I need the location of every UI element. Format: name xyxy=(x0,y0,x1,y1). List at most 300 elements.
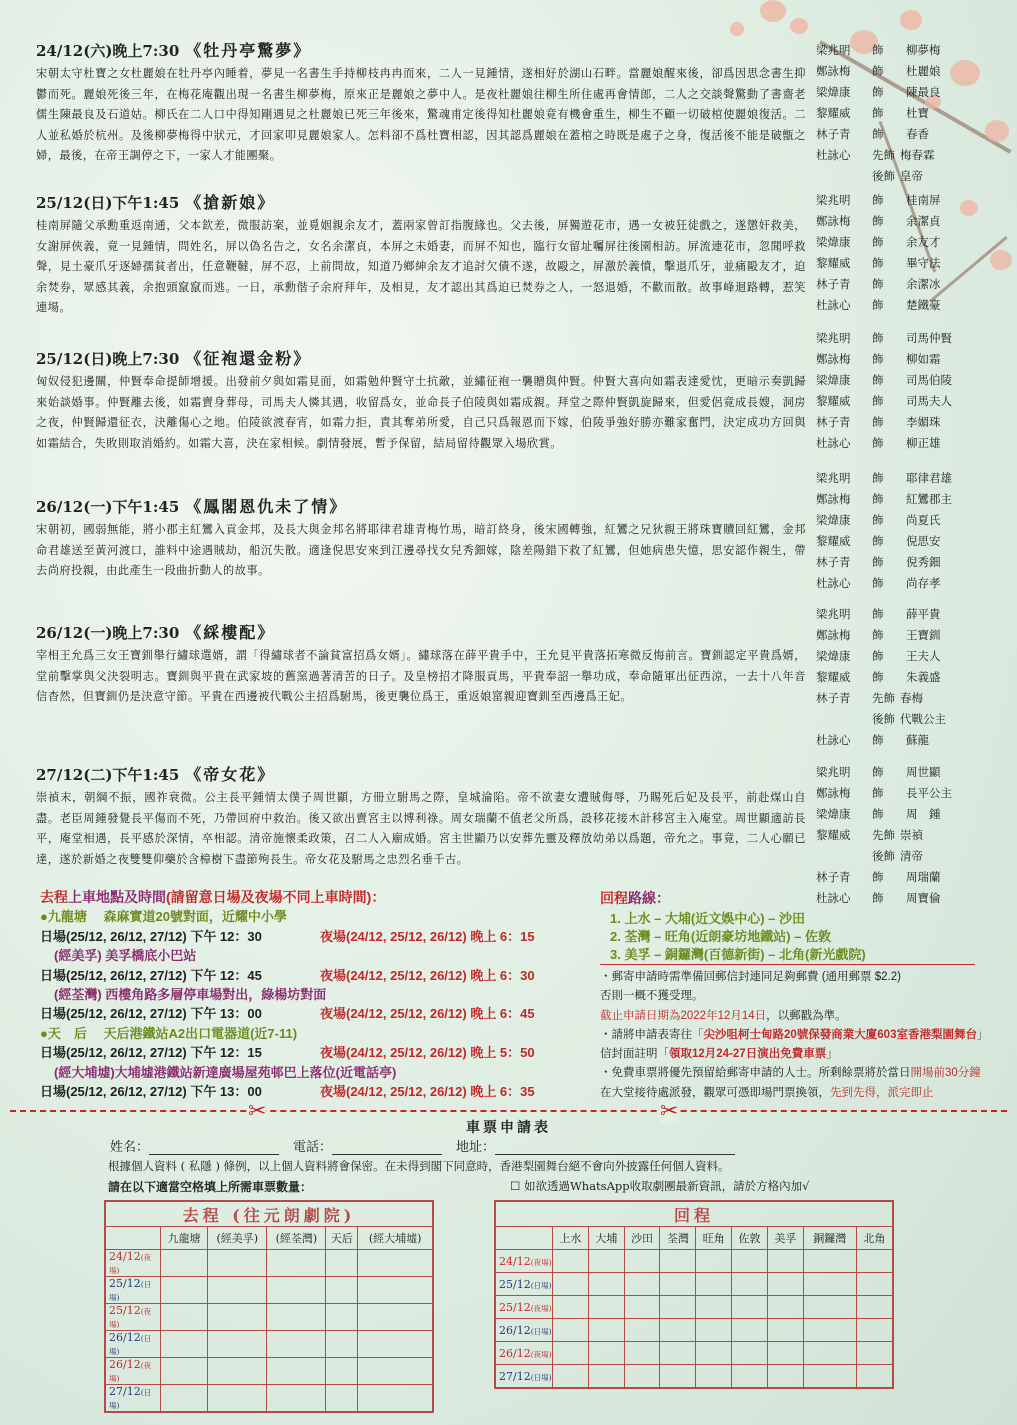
day-session-time: 日場(25/12, 26/12, 27/12) 下午 12：30 xyxy=(40,928,262,944)
night-session-time: 夜場(24/12, 25/12, 26/12) 晚上 5：50 xyxy=(320,1045,535,1061)
row-date-cell xyxy=(105,1277,161,1304)
quantity-cell[interactable] xyxy=(660,1342,696,1365)
quantity-cell[interactable] xyxy=(208,1250,267,1277)
cast-character: 王寶釧 xyxy=(906,628,941,642)
cast-actor: 梁煒康 xyxy=(816,513,851,527)
cast-row xyxy=(816,867,996,888)
performance-title: 《搶新娘》 xyxy=(185,193,276,212)
cast-row xyxy=(816,646,996,667)
performance-item xyxy=(36,762,806,870)
row-date: 25/12 xyxy=(499,1277,531,1291)
cast-actor: 梁兆明 xyxy=(816,193,851,207)
row-date-cell xyxy=(105,1385,161,1413)
table-row xyxy=(495,1319,893,1342)
cast-actor: 杜詠心 xyxy=(816,148,851,162)
row-session: (夜場) xyxy=(530,1303,552,1313)
pickup-times xyxy=(40,1082,600,1101)
cast-actor: 黎耀威 xyxy=(816,106,851,120)
performance-datetime: 25/12(日)下午1:45 xyxy=(36,194,180,212)
quantity-cell[interactable] xyxy=(588,1319,624,1342)
quantity-cell[interactable] xyxy=(732,1342,768,1365)
row-date: 24/12 xyxy=(109,1250,141,1263)
table-row xyxy=(495,1342,893,1365)
row-session: (日場) xyxy=(109,1334,152,1356)
cut-line xyxy=(10,1110,1007,1112)
quantity-cell[interactable] xyxy=(767,1365,803,1389)
quantity-cell[interactable] xyxy=(803,1319,856,1342)
cast-row xyxy=(816,295,996,316)
first-come-note: 先到先得，派完即止 xyxy=(830,1086,934,1099)
row-date-cell xyxy=(495,1319,553,1342)
performance-synopsis: 桂南屏隨父承勳重返南通，父本欽差，微服訪案，並覓姻親余友才，蓋兩家曾訂指腹緣也。父去後，屏獨遊花市，遇一女被狂徒戲之，遂懲奸救美，女謝屏俠義，竟一見鍾情，問姓名，屏以偽名告之，女名余潔貞，本屏之未婚妻，而屏不知也，臨行女留址囑屏往後園相訪。屏流連花市，忽聞呼救聲，見土豪爪牙逐婦孺貧者出，任意鞭韃，屏不忍，上前問故，知道乃鄉紳余友才追討欠債不遂，故毆之，屏激於義憤，擊退爪牙，並痛毆友才，迫余焚券，眾感其義，余抱頭竄竄而逃。一日，承勳偕子余府拜年，及相見，友才認出其爲迫已焚券之人，一怒退婚，不歡而散。故事峰迴路轉，惹笑連場。 xyxy=(36,219,806,314)
cast-actor xyxy=(816,846,872,867)
column-header: 美孚 xyxy=(767,1227,803,1250)
quantity-cell[interactable] xyxy=(267,1277,326,1304)
cast-character: 倪思安 xyxy=(906,534,941,548)
performance-item xyxy=(36,620,806,708)
column-header: 沙田 xyxy=(624,1227,660,1250)
note-text: ・免費車票將優先預留給郵寄申請的人士。所剩餘票將於當日 xyxy=(600,1067,911,1080)
cast-character: 王夫人 xyxy=(906,649,941,663)
quantity-cell[interactable] xyxy=(553,1342,589,1365)
row-session: (夜場) xyxy=(530,1257,552,1267)
quantity-cell[interactable] xyxy=(326,1331,358,1358)
cast-actor: 鄭詠梅 xyxy=(816,214,851,228)
quantity-cell[interactable] xyxy=(803,1342,856,1365)
pickup-times xyxy=(40,927,600,946)
row-date-cell xyxy=(105,1358,161,1385)
cast-row xyxy=(816,232,996,253)
cast-character: 余潔貞 xyxy=(906,214,941,228)
cast-actor: 鄭詠梅 xyxy=(816,352,851,366)
quantity-cell[interactable] xyxy=(696,1296,732,1319)
envelope-label: 領取12月24-27日演出免費車票 xyxy=(669,1048,827,1061)
quantity-cell[interactable] xyxy=(803,1250,856,1273)
note-line xyxy=(600,1026,1000,1045)
cast-actor: 梁兆明 xyxy=(816,471,851,485)
outbound-heading-label: 去程 xyxy=(40,889,68,905)
pickup-group xyxy=(40,1063,600,1102)
pickup-via: (經荃灣) 西樓角路多層停車場對出，綠楊坊對面 xyxy=(54,987,327,1003)
cast-role-prefix: 飾 xyxy=(872,733,884,747)
quantity-cell[interactable] xyxy=(803,1365,856,1389)
cast-character: 司馬夫人 xyxy=(906,394,952,408)
cast-role-prefix: 飾 xyxy=(872,352,884,366)
address-label: 地址： xyxy=(456,1140,496,1155)
cast-row xyxy=(816,804,996,825)
cast-row xyxy=(816,349,996,370)
quantity-cell[interactable] xyxy=(624,1319,660,1342)
quantity-cell[interactable] xyxy=(767,1250,803,1273)
cast-role-prefix: 飾 xyxy=(872,394,884,408)
cast-row xyxy=(816,825,996,846)
cast-character: 柳正雄 xyxy=(906,436,941,450)
cast-character: 余友才 xyxy=(906,235,941,249)
quantity-cell[interactable] xyxy=(588,1365,624,1389)
cast-role-prefix: 先飾 xyxy=(872,828,895,842)
cast-role-prefix: 飾 xyxy=(872,807,884,821)
quantity-cell[interactable] xyxy=(267,1331,326,1358)
quantity-cell[interactable] xyxy=(660,1296,696,1319)
cast-row xyxy=(816,667,996,688)
cast-list xyxy=(816,328,996,454)
cast-role-prefix: 飾 xyxy=(872,331,884,345)
quantity-cell[interactable] xyxy=(161,1331,208,1358)
quantity-cell[interactable] xyxy=(326,1385,358,1413)
quantity-cell[interactable] xyxy=(358,1277,433,1304)
performance-title: 《牡丹亭驚夢》 xyxy=(185,41,312,60)
performance-datetime: 25/12(日)晚上7:30 xyxy=(36,350,180,368)
column-header: 天后 xyxy=(326,1227,358,1250)
cast-character: 清帝 xyxy=(900,849,923,863)
cast-actor: 梁煒康 xyxy=(816,85,851,99)
cast-role-prefix: 飾 xyxy=(872,534,884,548)
quantity-cell[interactable] xyxy=(358,1358,433,1385)
cast-row xyxy=(816,730,996,751)
quantity-cell[interactable] xyxy=(267,1304,326,1331)
column-header: 九龍塘 xyxy=(161,1227,208,1250)
quantity-cell[interactable] xyxy=(624,1273,660,1296)
pickup-group xyxy=(40,907,600,946)
cast-actor: 梁兆明 xyxy=(816,331,851,345)
cast-row xyxy=(816,274,996,295)
cast-role-prefix: 飾 xyxy=(872,43,884,57)
scissors-icon: ✂ xyxy=(660,1099,679,1124)
row-session: (日場) xyxy=(530,1280,552,1290)
cast-character: 司馬仲賢 xyxy=(906,331,952,345)
performance-item xyxy=(36,190,806,319)
phone-field[interactable] xyxy=(332,1140,442,1155)
row-session: (夜場) xyxy=(109,1253,152,1275)
row-date: 26/12 xyxy=(499,1323,531,1337)
whatsapp-checkbox[interactable]: ☐ 如欲透過WhatsApp收取劇團最新資訊，請於方格內加√ xyxy=(510,1179,810,1193)
row-date: 25/12 xyxy=(109,1277,141,1290)
quantity-cell[interactable] xyxy=(803,1296,856,1319)
pickup-times xyxy=(40,1043,600,1062)
cast-row xyxy=(816,82,996,103)
cast-role-prefix: 飾 xyxy=(872,277,884,291)
row-session: (日場) xyxy=(109,1388,152,1410)
quantity-cell[interactable] xyxy=(660,1273,696,1296)
cast-character: 余潔冰 xyxy=(906,277,941,291)
quantity-cell[interactable] xyxy=(767,1273,803,1296)
cast-row xyxy=(816,190,996,211)
cast-character: 桂南屏 xyxy=(906,193,941,207)
note-line xyxy=(600,1064,1000,1083)
quantity-cell[interactable] xyxy=(767,1296,803,1319)
quantity-cell[interactable] xyxy=(856,1319,893,1342)
cast-role-prefix: 飾 xyxy=(872,193,884,207)
cast-character: 崇禎 xyxy=(900,828,923,842)
cast-row xyxy=(816,531,996,552)
cast-character: 杜麗娘 xyxy=(906,64,941,78)
quantity-cell[interactable] xyxy=(208,1331,267,1358)
quantity-cell[interactable] xyxy=(358,1250,433,1277)
outbound-heading xyxy=(40,888,600,907)
row-date: 26/12 xyxy=(499,1346,531,1360)
note-text: 」 xyxy=(826,1048,838,1061)
cast-role-prefix: 飾 xyxy=(872,373,884,387)
cast-row xyxy=(816,783,996,804)
cast-row xyxy=(816,103,996,124)
header-blank-cell xyxy=(105,1227,161,1250)
cast-actor: 黎耀威 xyxy=(816,256,851,270)
cast-row xyxy=(816,391,996,412)
quantity-cell[interactable] xyxy=(624,1365,660,1389)
name-label: 姓名： xyxy=(110,1140,150,1155)
quantity-cell[interactable] xyxy=(553,1250,589,1273)
performance-item xyxy=(36,494,806,582)
outbound-pickup-info xyxy=(40,888,600,1101)
performance-item xyxy=(36,346,806,454)
cast-actor: 林子青 xyxy=(816,277,851,291)
row-session: (夜場) xyxy=(109,1307,152,1329)
cast-actor: 鄭詠梅 xyxy=(816,628,851,642)
application-notes xyxy=(600,968,1000,1103)
quantity-cell[interactable] xyxy=(803,1273,856,1296)
cast-actor: 林子青 xyxy=(816,127,851,141)
row-date-cell xyxy=(105,1331,161,1358)
performance-datetime: 26/12(一)晚上7:30 xyxy=(36,624,180,642)
row-date: 25/12 xyxy=(499,1300,531,1314)
cast-role-prefix: 飾 xyxy=(872,870,884,884)
quantity-cell[interactable] xyxy=(588,1273,624,1296)
quantity-cell[interactable] xyxy=(856,1273,893,1296)
quantity-cell[interactable] xyxy=(588,1342,624,1365)
quantity-cell[interactable] xyxy=(326,1277,358,1304)
deadline-text: 截止申請日期為2022年12月14日 xyxy=(600,1009,767,1022)
column-header: (經大埔墟) xyxy=(358,1227,433,1250)
quantity-cell[interactable] xyxy=(660,1365,696,1389)
pickup-via: (經大埔墟)大埔墟港鐵站新達廣場屋苑邨巴上落位(近電話亭) xyxy=(54,1064,397,1080)
cast-character: 周 鍾 xyxy=(906,807,941,821)
quantity-cell[interactable] xyxy=(326,1304,358,1331)
quantity-cell[interactable] xyxy=(588,1250,624,1273)
quantity-cell[interactable] xyxy=(624,1250,660,1273)
column-header: (經荃灣) xyxy=(267,1227,326,1250)
cast-actor: 杜詠心 xyxy=(816,436,851,450)
row-session: (夜場) xyxy=(109,1361,152,1383)
cast-row xyxy=(816,552,996,573)
quantity-cell[interactable] xyxy=(624,1296,660,1319)
quantity-cell[interactable] xyxy=(588,1296,624,1319)
cast-actor: 黎耀威 xyxy=(816,394,851,408)
cast-role-prefix: 飾 xyxy=(872,127,884,141)
cast-actor: 梁煒康 xyxy=(816,235,851,249)
cast-role-prefix: 飾 xyxy=(872,628,884,642)
cast-character: 春香 xyxy=(906,127,929,141)
table-row xyxy=(105,1385,433,1413)
note-line xyxy=(600,1007,1000,1026)
quantity-cell[interactable] xyxy=(732,1296,768,1319)
cast-character: 尚存孝 xyxy=(906,576,941,590)
quantity-cell[interactable] xyxy=(553,1319,589,1342)
cast-character: 倪秀鈿 xyxy=(906,555,941,569)
cast-character: 周世顯 xyxy=(906,765,941,779)
cast-role-prefix: 飾 xyxy=(872,214,884,228)
quantity-cell[interactable] xyxy=(267,1385,326,1413)
quantity-cell[interactable] xyxy=(553,1273,589,1296)
note-line: ・郵寄申請時需準備回郵信封連同足夠郵費 (通用郵票 $2.2) xyxy=(600,971,901,983)
pickup-location: ●天 后 天后港鐵站A2出口電器道(近7-11) xyxy=(40,1025,298,1041)
cast-role-prefix: 後飾 xyxy=(872,169,895,183)
cast-row xyxy=(816,489,996,510)
quantity-cell[interactable] xyxy=(267,1358,326,1385)
cast-role-prefix: 先飾 xyxy=(872,148,895,162)
quantity-cell[interactable] xyxy=(732,1319,768,1342)
cast-role-prefix: 飾 xyxy=(872,85,884,99)
table-row xyxy=(495,1296,893,1319)
quantity-cell[interactable] xyxy=(326,1250,358,1277)
cast-row xyxy=(816,370,996,391)
cast-actor: 杜詠心 xyxy=(816,891,851,905)
cast-character: 紅鸞郡主 xyxy=(906,492,952,506)
quantity-cell[interactable] xyxy=(732,1365,768,1389)
cast-row xyxy=(816,40,996,61)
cast-actor: 林子青 xyxy=(816,555,851,569)
performance-item xyxy=(36,38,806,167)
cast-character: 朱義盛 xyxy=(906,670,941,684)
cast-list xyxy=(816,190,996,316)
quantity-cell[interactable] xyxy=(161,1385,208,1413)
cast-actor: 林子青 xyxy=(816,415,851,429)
quantity-cell[interactable] xyxy=(856,1296,893,1319)
quantity-cell[interactable] xyxy=(767,1342,803,1365)
cast-role-prefix: 飾 xyxy=(872,649,884,663)
quantity-cell[interactable] xyxy=(856,1365,893,1389)
cast-row xyxy=(816,124,996,145)
cast-actor: 梁煒康 xyxy=(816,373,851,387)
quantity-cell[interactable] xyxy=(161,1304,208,1331)
quantity-cell[interactable] xyxy=(267,1250,326,1277)
quantity-cell[interactable] xyxy=(208,1358,267,1385)
quantity-cell[interactable] xyxy=(732,1273,768,1296)
quantity-cell[interactable] xyxy=(326,1358,358,1385)
night-session-time: 夜場(24/12, 25/12, 26/12) 晚上 6：30 xyxy=(320,967,535,983)
table-title: 回程 xyxy=(495,1201,893,1227)
row-date: 26/12 xyxy=(109,1331,141,1344)
quantity-cell[interactable] xyxy=(161,1277,208,1304)
return-ticket-table xyxy=(494,1200,894,1389)
cast-character: 耶律君雄 xyxy=(906,471,952,485)
quantity-cell[interactable] xyxy=(660,1250,696,1273)
quantity-cell[interactable] xyxy=(358,1304,433,1331)
cast-role-prefix: 飾 xyxy=(872,576,884,590)
deadline-suffix: ，以郵戳為準。 xyxy=(766,1009,847,1022)
note-line: 否則一概不獲受理。 xyxy=(600,990,704,1003)
cast-role-prefix: 後飾 xyxy=(872,712,895,726)
quantity-cell[interactable] xyxy=(696,1365,732,1389)
row-date-cell xyxy=(495,1296,553,1319)
row-date: 26/12 xyxy=(109,1358,141,1371)
table-row xyxy=(495,1365,893,1389)
quantity-cell[interactable] xyxy=(208,1304,267,1331)
cast-actor: 鄭詠梅 xyxy=(816,492,851,506)
quantity-cell[interactable] xyxy=(732,1250,768,1273)
cast-character: 司馬伯陵 xyxy=(906,373,952,387)
night-session-time: 夜場(24/12, 25/12, 26/12) 晚上 6：15 xyxy=(320,928,535,944)
cast-actor xyxy=(816,166,872,187)
quantity-cell[interactable] xyxy=(553,1296,589,1319)
quantity-cell[interactable] xyxy=(358,1385,433,1413)
cast-actor: 杜詠心 xyxy=(816,298,851,312)
cast-row xyxy=(816,468,996,489)
cast-row xyxy=(816,433,996,454)
cast-row xyxy=(816,846,996,867)
quantity-cell[interactable] xyxy=(660,1319,696,1342)
day-session-time: 日場(25/12, 26/12, 27/12) 下午 12：15 xyxy=(40,1045,262,1061)
cast-actor: 黎耀威 xyxy=(816,828,851,842)
cast-actor xyxy=(816,709,872,730)
performance-datetime: 24/12(六)晚上7:30 xyxy=(36,42,180,60)
quantity-cell[interactable] xyxy=(696,1342,732,1365)
quantity-cell[interactable] xyxy=(161,1358,208,1385)
quantity-cell[interactable] xyxy=(161,1250,208,1277)
cast-role-prefix: 飾 xyxy=(872,471,884,485)
cast-character: 尚夏氏 xyxy=(906,513,941,527)
cast-row xyxy=(816,510,996,531)
quantity-cell[interactable] xyxy=(553,1365,589,1389)
return-heading-label: 回程 xyxy=(600,890,628,906)
quantity-cell[interactable] xyxy=(208,1277,267,1304)
cast-character: 陳最良 xyxy=(906,85,941,99)
distribution-time: 開場前30分鐘 xyxy=(910,1067,981,1080)
cast-row xyxy=(816,211,996,232)
cast-role-prefix: 後飾 xyxy=(872,849,895,863)
address-field[interactable] xyxy=(495,1140,735,1155)
cast-row xyxy=(816,166,996,187)
cast-actor: 梁兆明 xyxy=(816,607,851,621)
quantity-instruction: 請在以下適當空格填上所需車票數量： xyxy=(108,1180,313,1194)
note-text: 」 xyxy=(976,1028,989,1041)
name-field[interactable] xyxy=(149,1140,279,1155)
quantity-cell[interactable] xyxy=(767,1319,803,1342)
table-header-row xyxy=(495,1227,893,1250)
table-row xyxy=(495,1273,893,1296)
performance-title: 《綵樓配》 xyxy=(185,623,276,642)
performance-title: 《征袍還金粉》 xyxy=(185,349,312,368)
cast-row xyxy=(816,625,996,646)
cast-list xyxy=(816,468,996,594)
table-title: 去程 (往元朗劇院) xyxy=(105,1201,433,1227)
night-session-time: 夜場(24/12, 25/12, 26/12) 晚上 6：35 xyxy=(320,1084,535,1100)
quantity-cell[interactable] xyxy=(624,1342,660,1365)
quantity-cell[interactable] xyxy=(856,1342,893,1365)
pickup-times xyxy=(40,1004,600,1023)
return-route: 3. 美孚 – 銅鑼灣(百德新街) – 北角(新光戲院) xyxy=(610,947,866,962)
quantity-cell[interactable] xyxy=(358,1331,433,1358)
pickup-times xyxy=(40,966,600,985)
quantity-cell[interactable] xyxy=(696,1250,732,1273)
note-text: 在大堂接待處派發，觀眾可憑即場門票換領， xyxy=(600,1086,830,1099)
cast-actor: 梁兆明 xyxy=(816,765,851,779)
row-date-cell xyxy=(105,1250,161,1277)
quantity-cell[interactable] xyxy=(696,1273,732,1296)
column-header: 銅鑼灣 xyxy=(803,1227,856,1250)
cast-role-prefix: 飾 xyxy=(872,765,884,779)
table-title-row xyxy=(105,1201,433,1227)
form-title: 車票申請表 xyxy=(466,1120,551,1136)
quantity-cell[interactable] xyxy=(208,1385,267,1413)
quantity-cell[interactable] xyxy=(856,1250,893,1273)
quantity-cell[interactable] xyxy=(696,1319,732,1342)
cast-row xyxy=(816,604,996,625)
note-text: ・請將申請表寄往「 xyxy=(600,1028,704,1041)
form-fields xyxy=(110,1136,735,1155)
cast-actor: 杜詠心 xyxy=(816,576,851,590)
cast-row xyxy=(816,762,996,783)
cast-character: 柳夢梅 xyxy=(906,43,941,57)
